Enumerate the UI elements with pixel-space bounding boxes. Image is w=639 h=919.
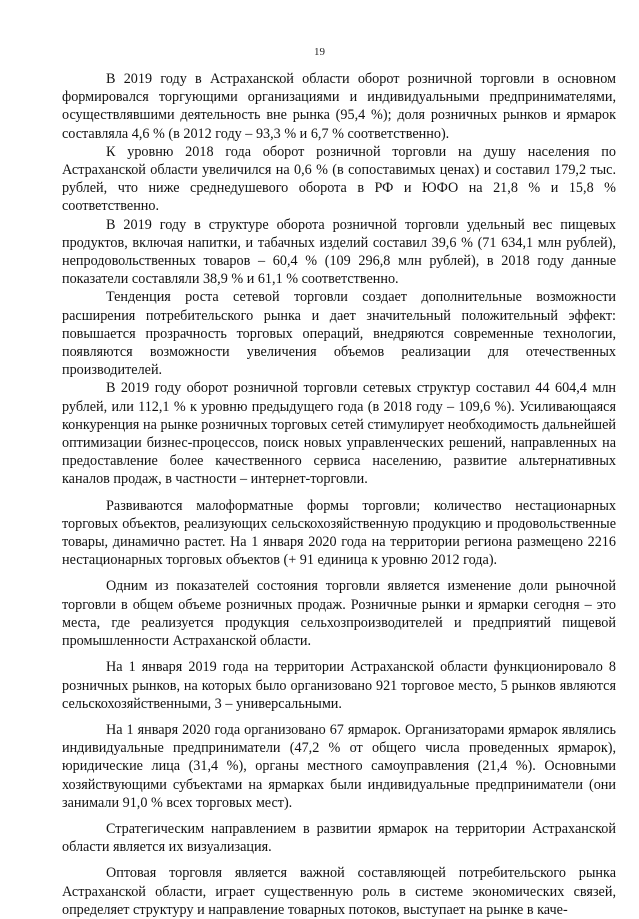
paragraph-food-nonfood-share: В 2019 году в структуре оборота розничной торговли удельный вес пищевых продуктов, включая напитки, и табачных изделий составил 39,6 % (71 634,1 млн рублей), непродовольственных товаров – 60,4 % (109 296,8 млн рублей), в 2018 году данные показатели составляли 38,9 % и 61,1 % соответственно. [62,216,616,288]
page-number: 19 [314,46,325,58]
paragraph-wholesale-trade: Оптовая торговля является важной составляющей потребительского рынка Астраханской области, играет существенную роль в системе экономических связей, определяет структуру и направление товарных потоков, выступает на рынке в каче- [62,865,616,918]
paragraph-chain-retail-turnover: В 2019 году оборот розничной торговли сетевых структур составил 44 604,4 млн рублей, или 112,1 % к уровню предыдущего года (в 2018 году – 109,6 %). Усиливающаяся конкуренция на рынке розничных торговых сетей стимулирует необходимость дальнейшей оптимизации бизнес-процессов, поиск новых управленческих решений, направленных на предоставление более качественного сервиса населению, развитие альтернативных каналов продаж, в частности – интернет-торговли. [62,380,616,488]
paragraph-per-capita-turnover: К уровню 2018 года оборот розничной торговли на душу населения по Астраханской области увеличился на 0,6 % (в сопоставимых ценах) и составил 179,2 тыс. рублей, что ниже среднедушевого оборота в РФ и ЮФО на 21,8 % и 15,8 % соответственно. [62,143,616,215]
paragraph-chain-retail-trend: Тенденция роста сетевой торговли создает дополнительные возможности расширения потребительского рынка и дает значительный положительный эффект: повышается прозрачность торговых операций, внедряются современные технологии, появляются возможности увеличения объемов реализации для отечественных производителей. [62,289,616,379]
paragraph-retail-turnover-structure: В 2019 году в Астраханской области оборот розничной торговли в основном формировался торгующими организациями и индивидуальными предпринимателями, осуществлявшими деятельность вне рынка (95,4 %); доля розничных рынков и ярмарок составляла 4,6 % (в 2012 году – 93,3 % и 6,7 % соответственно). [62,71,616,142]
document-body [62,70,616,919]
paragraph-market-share: Одним из показателей состояния торговли является изменение доли рыночной торговли в общем объеме розничных продаж. Розничные рынки и ярмарки сегодня – это места, где реализуется продукция сельхозпроизводителей и предприятий пищевой промышленности Астраханской области. [62,578,616,650]
paragraph-fairs-strategy: Стратегическим направлением в развитии ярмарок на территории Астраханской области является их визуализация. [62,820,616,856]
paragraph-retail-markets-count: На 1 января 2019 года на территории Астраханской области функционировало 8 розничных рынков, на которых было организовано 921 торговое место, 5 рынков являются сельскохозяйственными, 3 – универсальными. [62,659,616,712]
paragraph-fairs-organizers: На 1 января 2020 года организовано 67 ярмарок. Организаторами ярмарок являлись индивидуальные предприниматели (47,2 % от общего числа проведенных ярмарок), юридические лица (31,4 %), органы местного самоуправления (21,4 %). Основными хозяйствующими субъектами на ярмарках были индивидуальные предприниматели (они занимали 91,0 % всех торговых мест). [62,721,616,811]
paragraph-small-format-trade: Развиваются малоформатные формы торговли; количество нестационарных торговых объектов, реализующих сельскохозяйственную продукцию и продовольственные товары, динамично растет. На 1 января 2020 года на территории региона размещено 2216 нестационарных торговых объектов (+ 91 единица к уровню 2012 года). [62,497,616,569]
